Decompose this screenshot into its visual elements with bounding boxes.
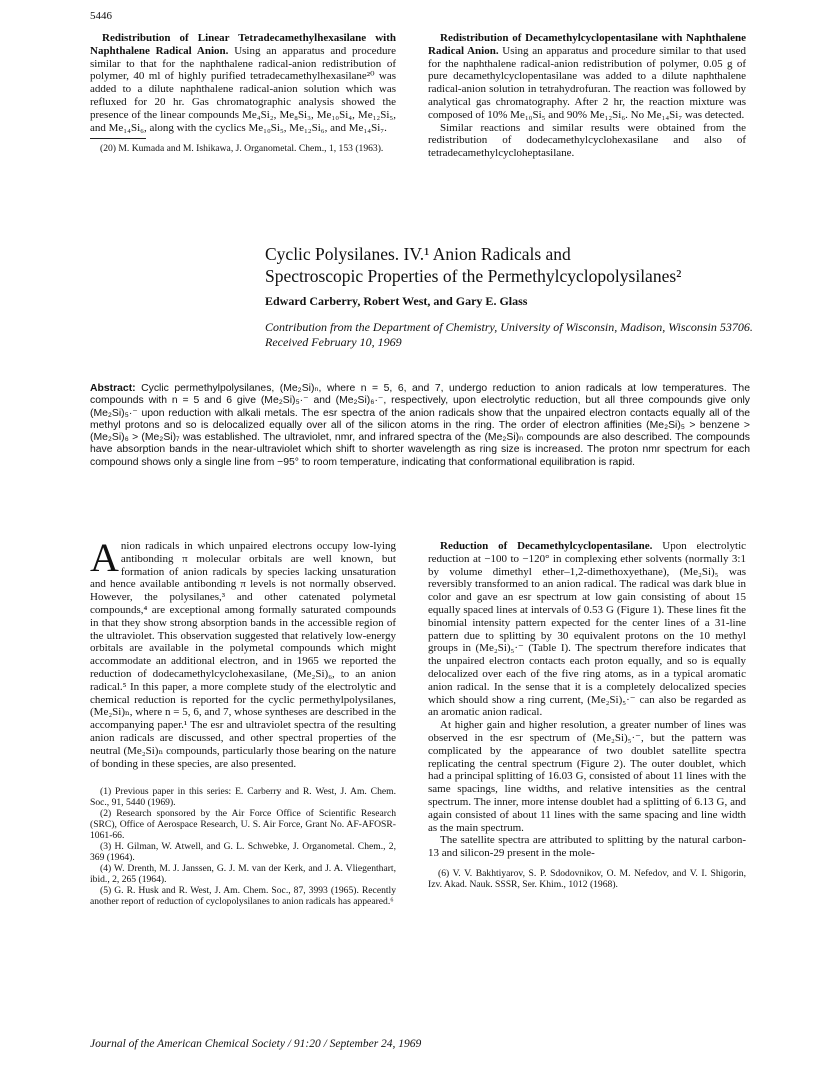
page-number: 5446: [90, 10, 112, 22]
section-heading: Redistribution of Linear Tetradecamethylhexasilane with Naphthalene Radical Anion.: [90, 32, 396, 57]
footnote-3: (3) H. Gilman, W. Atwell, and G. L. Schwebke, J. Organometal. Chem., 2, 369 (1964).: [90, 841, 396, 864]
journal-footer: Journal of the American Chemical Society / 91:20 / September 24, 1969: [90, 1038, 422, 1050]
title-line-1: Cyclic Polysilanes. IV.¹ Anion Radicals and: [265, 244, 571, 264]
footnote-rule: [90, 138, 146, 139]
section-heading: Reduction of Decamethylcyclopentasilane.: [440, 540, 653, 552]
article-title: [265, 243, 765, 287]
affiliation: Contribution from the Department of Chemistry, University of Wisconsin, Madison, Wisconsin 53706. Received February 10, 1969: [265, 320, 753, 349]
footnote-4: (4) W. Drenth, M. J. Janssen, G. J. M. van der Kerk, and J. A. Vliegenthart, ibid., 2, 265 (1964).: [90, 863, 396, 886]
section-heading: Redistribution of Decamethylcyclopentasilane with Naphthalene Radical Anion.: [428, 32, 746, 57]
section-body: Using an apparatus and procedure similar to that for the naphthalene radical-anion redistribution of polymer, 40 ml of highly purified tetradecamethylhexasilane²⁰ was added to a dilute naphthalene radical-anion solution which was refluxed for 20 hr. Gas chromatographic analysis showed the presence of the linear compounds Me₄Si₂, Me₈Si₃, Me₁₀Si₄, Me₁₂Si₅, and Me₁₄Si₆, along with the cyclics Me₁₀Si₅, Me₁₂Si₆, and Me₁₄Si₇.: [90, 44, 397, 134]
top-left-column: [90, 32, 396, 154]
main-right-column: [428, 540, 746, 890]
footnotes: [428, 868, 746, 890]
footnote-5: (5) G. R. Husk and R. West, J. Am. Chem. Soc., 87, 3993 (1965). Recently another report of reduction of cyclopolysilanes to anion radicals has appeared.⁶: [90, 885, 396, 908]
paragraph-2: At higher gain and higher resolution, a greater number of lines was observed in the esr spectrum of (Me₂Si)₅·⁻, but the pattern was complicated by the appearance of two doublet satellite spectra replicating the central spectrum (Figure 2). The outer doublet, which had a principal splitting of 16.03 G, consisted of about 11 lines with the same spacings, line widths, and relative intensities as the central spectrum. The inner, more intense doublet had a splitting of 6.13 G, and again consisted of about 11 lines with the same spacing and line width as the main spectrum.: [428, 719, 746, 834]
paragraph-1: Upon electrolytic reduction at −100 to −120° in complexing ether solvents (normally 3:1 by volume dimethyl ether–1,2-dimethoxyethane), (Me₂Si)₅ was reversibly transformed to an anion radical. The radical was dark blue in color and gave an esr spectrum at low gain consisting of about 15 equally spaced lines at intervals of 0.53 G (Figure 1). These lines fit the binomial intensity pattern expected for the center lines of a 31-line pattern due to splitting by 30 equivalent protons on the 10 methyl groups in (Me₂Si)₅·⁻ (Table I). The spectrum therefore indicates that the unpaired electron contacts each proton equally, and so is equally delocalized over each of the five ring atoms, as in a typical aromatic anion radical. In the sense that it is a completely delocalized species which should show a ring current, (Me₂Si)₅·⁻ can also be regarded as an aromatic anion radical.: [428, 540, 747, 719]
drop-cap: A: [90, 535, 119, 580]
section-body-2: Similar reactions and similar results were obtained from the redistribution of dodecamethylcyclohexasilane and also of tetradecamethylcycloheptasilane.: [428, 121, 746, 160]
intro-paragraph: nion radicals in which unpaired electrons occupy low-lying antibonding π molecular orbitals are well known, but formation of anion radicals by species lacking unsaturation and hence available antibonding π levels is not normally observed. However, the polysilanes,³ and other catenated polymetal compounds,⁴ are exceptional among formally saturated compounds in that they show strong absorption bands in the accessible region of the ultraviolet. This observation suggested that relatively low-energy orbitals are available in the polymetal compounds which might accommodate an additional electron, and in 1965 we reported the reduction of dodecamethylcyclohexasilane, (Me₂Si)₆, to an anion radical.⁵ In this paper, a more complete study of the electrolytic and chemical reduction is reported for the cyclic permethylpolysilanes, (Me₂Si)ₙ, where n = 5, 6, and 7, whose syntheses are described in the accompanying paper.¹ The esr and ultraviolet spectra of the resulting anion radicals are discussed, and other spectral properties of the neutral (Me₂Si)ₙ compounds, particularly those bearing on the nature of bonding in these species, are also presented.: [90, 540, 396, 770]
authors: Edward Carberry, Robert West, and Gary E. Glass: [265, 294, 528, 308]
section-body: Using an apparatus and procedure similar to that used for the naphthalene radical-anion redistribution of polymer, 0.05 g of pure decamethylcyclopentasilane was added to a dilute naphthalene radical-anion solution in tetrahydrofuran. The reaction was followed by analytical gas chromatography. After 2 hr, the reaction mixture was composed of 10% Me₁₀Si₅ and 90% Me₁₂Si₆. No Me₁₄Si₇ was detected.: [428, 44, 747, 121]
footnotes: [90, 786, 396, 907]
footnote-20: (20) M. Kumada and M. Ishikawa, J. Organometal. Chem., 1, 153 (1963).: [100, 143, 384, 155]
top-right-column: [428, 32, 746, 160]
abstract-label: Abstract:: [90, 383, 136, 394]
abstract: [90, 383, 750, 469]
paragraph-3: The satellite spectra are attributed to splitting by the natural carbon-13 and silicon-29 present in the mole-: [428, 834, 746, 860]
abstract-text: Cyclic permethylpolysilanes, (Me₂Si)ₙ, where n = 5, 6, and 7, undergo reduction to anion radicals at low temperatures. The compounds with n = 5 and 6 give (Me₂Si)₅·⁻ and (Me₂Si)₆·⁻, respectively, upon electrolytic reduction, but all three compounds give only (Me₂Si)₅·⁻ upon reduction with alkali metals. The esr spectra of the anion radicals show that the unpaired electron contacts equally all of the methyl protons and so is delocalized equally over all of the silicon atoms in the ring. The order of electron affinities (Me₂Si)₅ > benzene > (Me₂Si)₆ > (Me₂Si)₇ was established. The ultraviolet, nmr, and infrared spectra of the (Me₂Si)ₙ compounds are also described. The compounds have absorption bands in the near-ultraviolet which shift to shorter wavelength as ring size is increased. The proton nmr spectrum for each compound shows only a single line from −95° to room temperature, indicating that conformational equilibration is rapid.: [90, 383, 750, 468]
title-line-2: Spectroscopic Properties of the Permethylcyclopolysilanes²: [265, 266, 682, 286]
footnote-2: (2) Research sponsored by the Air Force Office of Scientific Research (SRC), Office of Aerospace Research, U. S. Air Force, Grant No. AF-AFOSR-1061-66.: [90, 808, 396, 842]
main-left-column: [90, 535, 396, 908]
footnotes: [90, 143, 396, 154]
footnote-1: (1) Previous paper in this series: E. Carberry and R. West, J. Am. Chem. Soc., 91, 5440 (1969).: [90, 786, 396, 809]
footnote-6: (6) V. V. Bakhtiyarov, S. P. Sdodovnikov, O. M. Nefedov, and V. I. Shigorin, Izv. Akad. Nauk. SSSR, Ser. Khim., 1012 (1968).: [428, 867, 746, 890]
